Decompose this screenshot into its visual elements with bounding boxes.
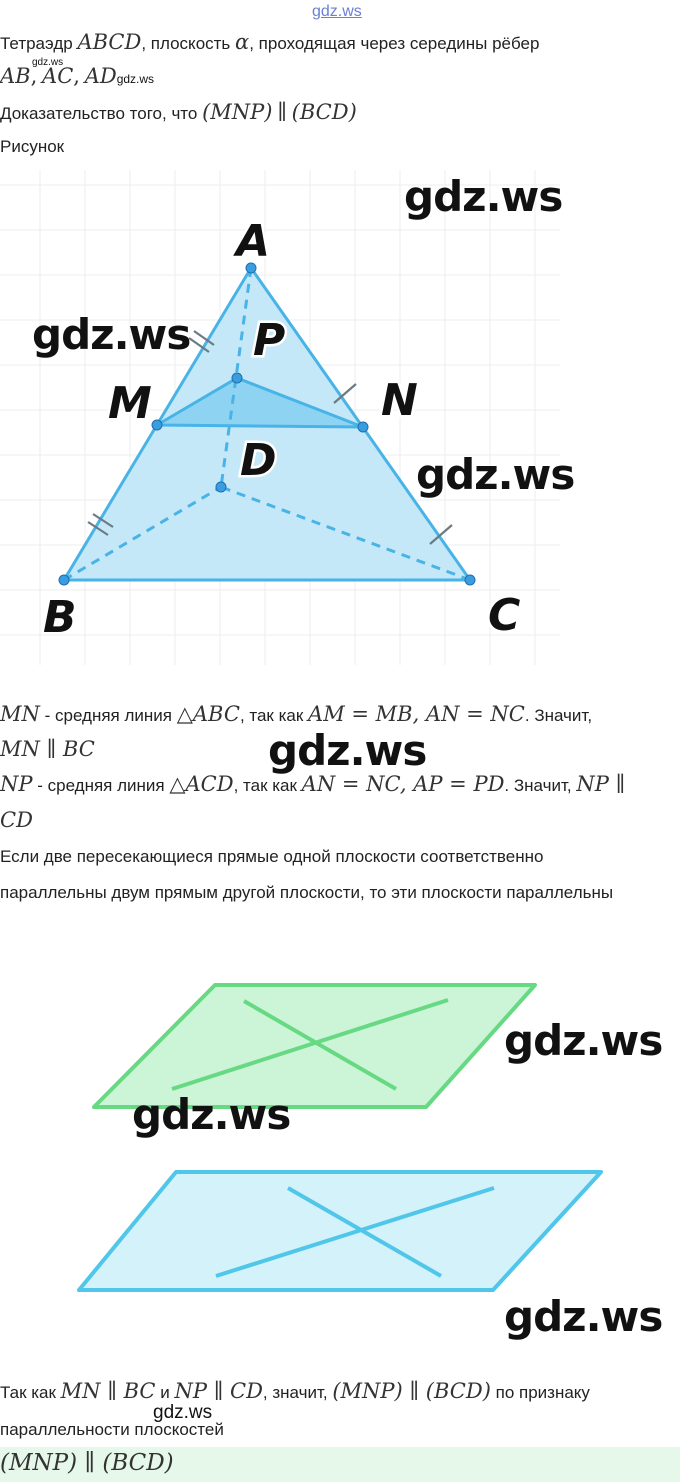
- plane-blue: [79, 1172, 601, 1290]
- point-d: [216, 482, 226, 492]
- given-suffix: , проходящая через середины рёбер: [249, 34, 540, 53]
- step-np-condition: AN = NC, AP = PD: [301, 772, 505, 796]
- label-p: P: [253, 315, 286, 366]
- point-b: [59, 575, 69, 585]
- watermark-top[interactable]: gdz.ws: [312, 3, 362, 20]
- theorem-line-1: Если две пересекающиеся прямые одной плоскости соответственно: [0, 847, 544, 866]
- watermark-big-1: gdz.ws: [404, 172, 563, 221]
- point-m: [152, 420, 162, 430]
- conclusion-line-1: Так как MN ∥ BC и NP ∥ CD, значит, (MNP) ∥ (BCD) по признаку: [0, 1379, 590, 1403]
- answer-text: (MNP) ∥ (BCD): [0, 1450, 174, 1476]
- conclusion-np-cd: NP ∥ CD: [174, 1379, 263, 1403]
- answer-box: [0, 1447, 680, 1482]
- prove-line: [0, 100, 357, 124]
- watermark-big-5: gdz.ws: [504, 1016, 663, 1065]
- given-edges: AB, AC, ADgdz.ws: [0, 64, 155, 88]
- given-line: [0, 30, 539, 54]
- given-prefix: Тетраэдр: [0, 34, 73, 53]
- conclusion-mn-bc: MN ∥ BC: [60, 1379, 156, 1403]
- watermark-big-7: gdz.ws: [504, 1292, 663, 1341]
- step-mn-seg: MN: [0, 702, 40, 726]
- edge-ab: AB: [0, 64, 31, 88]
- step-mn: MN - средняя линия △ABC, так как AM = MB, AN = NC. Значит,: [0, 702, 593, 726]
- point-p: [232, 373, 242, 383]
- watermark-conclusion: gdz.ws: [153, 1402, 213, 1423]
- plane-green: [94, 985, 535, 1107]
- step-mn-result: MN ∥ BC: [0, 737, 95, 761]
- step-mn-triangle: △ABC: [176, 702, 240, 726]
- step-np-triangle: △ACD: [169, 772, 234, 796]
- label-n: N: [381, 375, 418, 426]
- figure-label: Рисунок: [0, 137, 65, 156]
- watermark-big-2: gdz.ws: [32, 310, 191, 359]
- conclusion-line-2: параллельности плоскостей: [0, 1420, 224, 1439]
- given-alpha: α: [235, 30, 250, 54]
- prove-plane-mnp: (MNP): [202, 100, 273, 124]
- label-d: D: [240, 435, 277, 486]
- watermark-big-3: gdz.ws: [416, 450, 575, 499]
- edge-ac: AC: [42, 64, 74, 88]
- label-b: B: [43, 592, 77, 643]
- given-tetrahedron: ABCD: [77, 30, 142, 54]
- label-m: M: [108, 378, 152, 429]
- point-n: [358, 422, 368, 432]
- prove-parallel: ∥: [277, 100, 287, 124]
- watermark-small: gdz.ws: [32, 57, 64, 68]
- watermark-big-6: gdz.ws: [132, 1090, 291, 1139]
- step-np-seg: NP: [0, 772, 33, 796]
- step-np: NP - средняя линия △ACD, так как AN = NC, AP = PD. Значит, NP ∥: [0, 772, 626, 796]
- step-np-result: CD: [0, 808, 33, 832]
- label-a: A: [236, 216, 271, 267]
- step-mn-condition: AM = MB, AN = NC: [308, 702, 525, 726]
- watermark-big-4: gdz.ws: [268, 726, 427, 775]
- watermark-inline: gdz.ws: [116, 72, 155, 86]
- theorem-line-2: параллельны двум прямым другой плоскости, то эти плоскости параллельны: [0, 883, 614, 902]
- conclusion-planes: (MNP) ∥ (BCD): [332, 1379, 491, 1403]
- prove-prefix: Доказательство того, что: [0, 104, 198, 123]
- given-middle: , плоскость: [141, 34, 231, 53]
- point-c: [465, 575, 475, 585]
- prove-plane-bcd: (BCD): [291, 100, 357, 124]
- edge-ad: AD: [84, 64, 117, 88]
- label-c: C: [488, 590, 521, 641]
- tetrahedron-diagram: [0, 170, 563, 665]
